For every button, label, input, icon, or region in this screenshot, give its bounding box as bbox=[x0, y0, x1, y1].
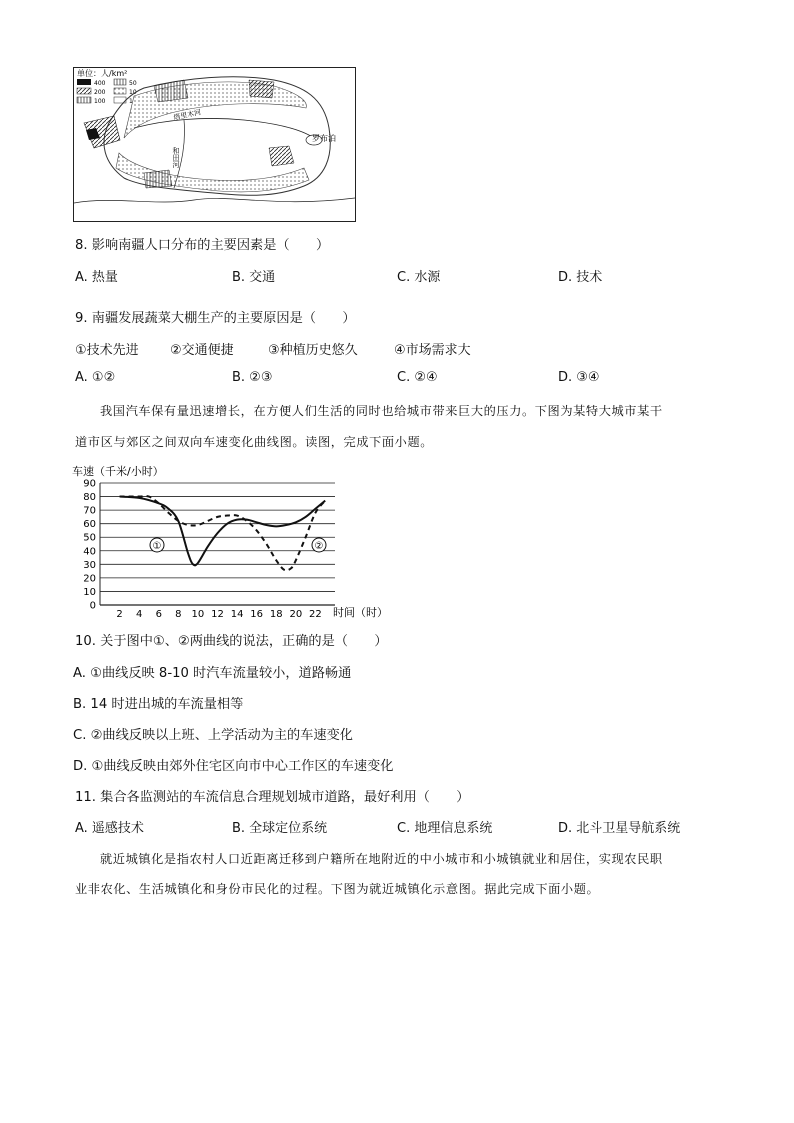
q9-option-c[interactable]: C. ②④ bbox=[397, 370, 438, 385]
q9-statement: ①技术先进 bbox=[75, 343, 139, 358]
y-tick-label: 80 bbox=[83, 492, 96, 504]
tarim-river-label: 塔里木河 bbox=[172, 108, 202, 122]
intro-paragraph-1-line-2: 道市区与郊区之间双向车速变化曲线图。读图，完成下面小题。 bbox=[75, 435, 434, 449]
x-tick-label: 14 bbox=[230, 609, 244, 620]
speed-chart bbox=[70, 463, 410, 623]
q11-option-c[interactable]: C. 地理信息系统 bbox=[397, 821, 493, 836]
intro-paragraph-2-line-2: 业非农化、生活城镇化和身份市民化的过程。下图为就近城镇化示意图。据此完成下面小题。 bbox=[75, 882, 600, 896]
series-2-line bbox=[120, 496, 326, 570]
chart-xlabel: 时间（时） bbox=[333, 606, 388, 619]
y-tick-label: 40 bbox=[83, 546, 96, 558]
svg-text:②: ② bbox=[314, 541, 324, 552]
x-tick-label: 6 bbox=[155, 609, 162, 620]
series-1-marker bbox=[150, 538, 164, 552]
x-tick-label: 10 bbox=[191, 609, 205, 620]
q9-option-d[interactable]: D. ③④ bbox=[558, 370, 600, 385]
svg-text:①: ① bbox=[152, 541, 162, 552]
y-tick-label: 30 bbox=[83, 559, 96, 571]
q9-option-a[interactable]: A. ①② bbox=[75, 370, 116, 385]
chart-ylabel: 车速（千米/小时） bbox=[72, 465, 164, 478]
lop-nur-label: 罗布泊 bbox=[312, 134, 336, 143]
x-tick-label: 18 bbox=[269, 609, 283, 620]
hotan-river-label: 和田河 bbox=[172, 147, 180, 168]
q8-option-d[interactable]: D. 技术 bbox=[558, 270, 603, 285]
q9-statement: ③种植历史悠久 bbox=[268, 343, 358, 358]
y-tick-label: 90 bbox=[83, 478, 96, 490]
svg-text:1: 1 bbox=[129, 98, 133, 105]
q10-option-a[interactable]: A. ①曲线反映 8-10 时汽车流量较小，道路畅通 bbox=[73, 666, 352, 681]
svg-text:400: 400 bbox=[94, 80, 106, 87]
q11-option-b[interactable]: B. 全球定位系统 bbox=[232, 821, 328, 836]
series-1-line bbox=[120, 497, 326, 566]
q10-option-c[interactable]: C. ②曲线反映以上班、上学活动为主的车速变化 bbox=[73, 728, 353, 743]
y-tick-label: 10 bbox=[83, 586, 96, 598]
x-tick-label: 22 bbox=[309, 609, 322, 620]
intro-paragraph-2-line-1: 就近城镇化是指农村人口近距离迁移到户籍所在地附近的中小城市和小城镇就业和居住，实现农民职 bbox=[100, 852, 663, 866]
x-tick-label: 8 bbox=[175, 609, 182, 620]
q10-option-d[interactable]: D. ①曲线反映由郊外住宅区向市中心工作区的车速变化 bbox=[73, 759, 394, 774]
map-legend bbox=[77, 68, 137, 105]
q11-option-d[interactable]: D. 北斗卫星导航系统 bbox=[558, 821, 681, 836]
svg-text:200: 200 bbox=[94, 89, 106, 96]
svg-text:50: 50 bbox=[129, 80, 137, 87]
population-density-map bbox=[73, 67, 356, 222]
legend-title: 单位：人/km² bbox=[77, 69, 128, 78]
q9-statement: ④市场需求大 bbox=[394, 343, 471, 358]
q10-question: 10. 关于图中①、②两曲线的说法，正确的是（ ） bbox=[75, 634, 388, 649]
x-tick-label: 16 bbox=[250, 609, 264, 620]
q8-question: 8. 影响南疆人口分布的主要因素是（ ） bbox=[75, 238, 330, 253]
svg-text:10: 10 bbox=[129, 89, 137, 96]
q11-question: 11. 集合各监测站的车流信息合理规划城市道路，最好利用（ ） bbox=[75, 790, 470, 805]
q11-option-a[interactable]: A. 遥感技术 bbox=[75, 821, 144, 836]
x-tick-label: 4 bbox=[135, 609, 143, 620]
y-tick-label: 60 bbox=[83, 519, 96, 531]
y-tick-label: 0 bbox=[89, 600, 96, 612]
y-tick-label: 50 bbox=[83, 532, 96, 544]
q8-option-b[interactable]: B. 交通 bbox=[232, 270, 276, 285]
q9-question: 9. 南疆发展蔬菜大棚生产的主要原因是（ ） bbox=[75, 311, 356, 326]
q8-option-a[interactable]: A. 热量 bbox=[75, 270, 118, 285]
x-tick-label: 2 bbox=[116, 609, 123, 620]
q8-option-c[interactable]: C. 水源 bbox=[397, 270, 441, 285]
q9-statement: ②交通便捷 bbox=[170, 343, 234, 358]
q9-option-b[interactable]: B. ②③ bbox=[232, 370, 273, 385]
svg-text:100: 100 bbox=[94, 98, 106, 105]
x-tick-label: 12 bbox=[211, 609, 224, 620]
intro-paragraph-1-line-1: 我国汽车保有量迅速增长，在方便人们生活的同时也给城市带来巨大的压力。下图为某特大城市某干 bbox=[100, 404, 663, 418]
y-tick-label: 70 bbox=[83, 505, 96, 517]
x-tick-label: 20 bbox=[289, 609, 303, 620]
y-tick-label: 20 bbox=[83, 573, 96, 585]
series-2-marker bbox=[312, 538, 326, 552]
q10-option-b[interactable]: B. 14 时进出城的车流量相等 bbox=[73, 697, 244, 712]
